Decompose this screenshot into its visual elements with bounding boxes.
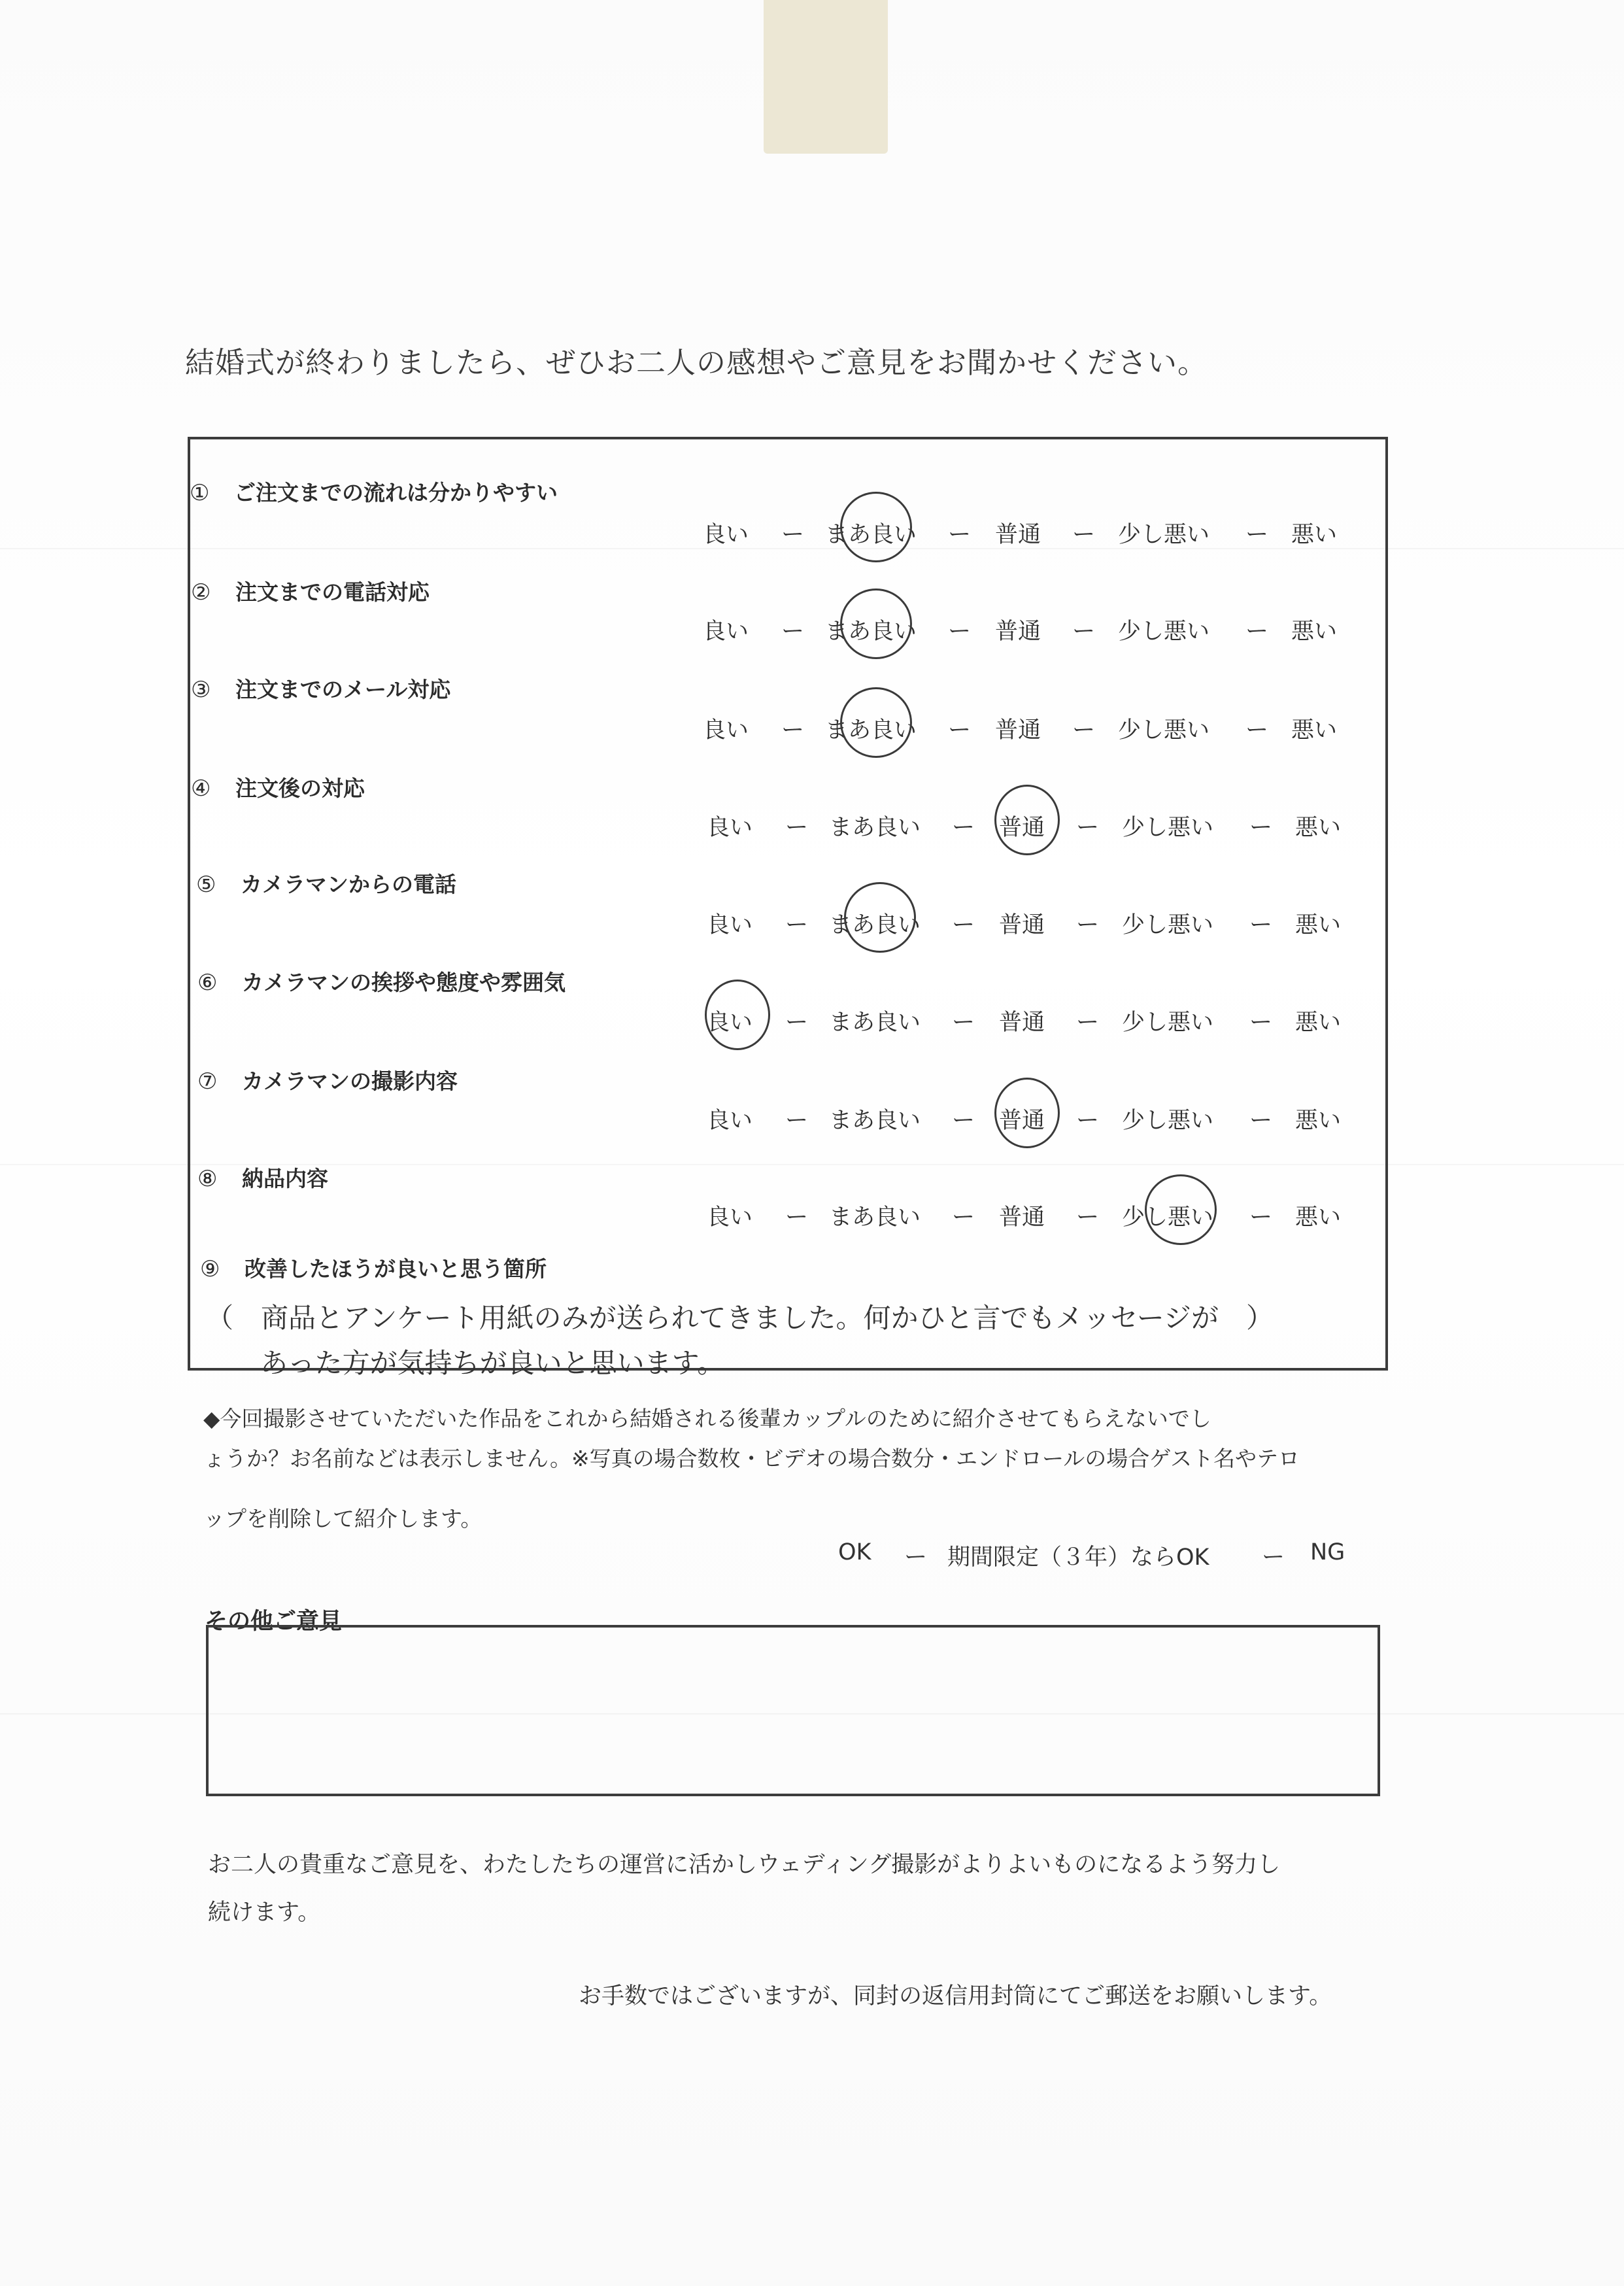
scale-dash: ー: [785, 1204, 809, 1231]
rating-option-good[interactable]: 良い: [707, 1204, 753, 1231]
question-text: カメラマンの撮影内容: [242, 1068, 458, 1094]
scale-dash: ー: [781, 717, 805, 743]
rating-option-good[interactable]: 良い: [703, 522, 749, 548]
closing-line-1: お二人の貴重なご意見を、わたしたちの運営に活かしウェディング撮影がよりよいものになるよう努力し: [208, 1852, 1281, 1878]
question-text: カメラマンの挨拶や態度や雰囲気: [242, 970, 566, 995]
scale-dash: ー: [1249, 912, 1273, 938]
question-number: ②: [191, 579, 211, 606]
selected-rating-mark: [844, 882, 916, 953]
rating-option-bad[interactable]: 悪い: [1295, 1010, 1342, 1036]
question-text: 納品内容: [242, 1166, 328, 1191]
rating-option-fairly-good[interactable]: まあ良い: [825, 522, 917, 548]
question-4-label: [191, 772, 365, 802]
scale-dash: ー: [952, 1204, 975, 1231]
rating-option-bad[interactable]: 悪い: [1291, 522, 1338, 548]
rating-option-good[interactable]: 良い: [707, 1010, 753, 1036]
rating-option-fairly-good[interactable]: まあ良い: [829, 1204, 921, 1231]
question-1-label: [190, 476, 558, 507]
question-number: ③: [191, 677, 211, 703]
question-number: ①: [190, 480, 210, 506]
rating-option-fairly-good[interactable]: まあ良い: [829, 1108, 921, 1134]
question-text: カメラマンからの電話: [241, 872, 456, 897]
question-text: ご注文までの流れは分かりやすい: [234, 480, 558, 505]
question-7-label: [197, 1065, 458, 1095]
rating-option-slightly-bad[interactable]: 少し悪い: [1118, 717, 1210, 743]
rating-option-bad[interactable]: 悪い: [1295, 912, 1342, 938]
rating-option-average[interactable]: 普通: [999, 1204, 1045, 1231]
question-number: ⑤: [196, 872, 216, 898]
rating-option-slightly-bad[interactable]: 少し悪い: [1122, 1108, 1214, 1134]
question-number: ⑥: [197, 970, 218, 996]
consent-question-line-2: ょうか？お名前などは表示しません。※写真の場合数枚・ビデオの場合数分・エンドロールの場合ゲスト名やテロ: [203, 1446, 1300, 1471]
selected-rating-mark: [994, 1078, 1060, 1148]
selected-rating-mark: [840, 687, 912, 758]
question-5-label: [196, 868, 456, 898]
rating-option-good[interactable]: 良い: [703, 619, 749, 645]
consent-option-ng[interactable]: NG: [1310, 1539, 1345, 1565]
scale-dash: ー: [1245, 522, 1269, 548]
rating-option-average[interactable]: 普通: [999, 912, 1045, 938]
scale-dash: ー: [785, 1010, 809, 1036]
scale-dash: ー: [785, 912, 809, 938]
rating-option-fairly-good[interactable]: まあ良い: [825, 619, 917, 645]
rating-option-average[interactable]: 普通: [995, 522, 1041, 548]
other-opinions-box[interactable]: [206, 1625, 1380, 1796]
rating-option-slightly-bad[interactable]: 少し悪い: [1118, 522, 1210, 548]
selected-rating-mark: [705, 980, 770, 1050]
consent-dash: ー: [1262, 1544, 1285, 1571]
handwritten-answer-line-2: あった方が気持ちが良いと思います。: [260, 1347, 725, 1379]
scale-dash: ー: [948, 522, 972, 548]
rating-option-fairly-good[interactable]: まあ良い: [829, 912, 921, 938]
rating-option-bad[interactable]: 悪い: [1291, 717, 1338, 743]
scale-dash: ー: [1076, 1108, 1100, 1134]
question-number: ⑧: [197, 1166, 218, 1192]
rating-option-slightly-bad[interactable]: 少し悪い: [1122, 912, 1214, 938]
question-3-label: [191, 673, 450, 704]
rating-option-bad[interactable]: 悪い: [1295, 815, 1342, 841]
selected-rating-mark: [840, 589, 912, 659]
question-number: ⑨: [200, 1256, 220, 1282]
rating-option-slightly-bad[interactable]: 少し悪い: [1122, 1010, 1214, 1036]
scale-dash: ー: [1072, 522, 1096, 548]
consent-question-line-3: ップを削除して紹介します。: [203, 1506, 482, 1531]
scale-dash: ー: [952, 1108, 975, 1134]
rating-option-good[interactable]: 良い: [707, 912, 753, 938]
scale-dash: ー: [948, 717, 972, 743]
scale-dash: ー: [1249, 815, 1273, 841]
rating-option-good[interactable]: 良い: [707, 1108, 753, 1134]
intro-text: 結婚式が終わりましたら、ぜひお二人の感想やご意見をお聞かせください。: [185, 345, 1208, 380]
rating-option-slightly-bad[interactable]: 少し悪い: [1118, 619, 1210, 645]
rating-option-fairly-good[interactable]: まあ良い: [829, 1010, 921, 1036]
rating-option-bad[interactable]: 悪い: [1291, 619, 1338, 645]
question-2-label: [191, 575, 430, 606]
tape-strip: [764, 0, 888, 154]
scale-dash: ー: [1072, 619, 1096, 645]
scale-dash: ー: [952, 1010, 975, 1036]
rating-option-bad[interactable]: 悪い: [1295, 1108, 1342, 1134]
scale-dash: ー: [785, 815, 809, 841]
rating-option-fairly-good[interactable]: まあ良い: [829, 815, 921, 841]
selected-rating-mark: [994, 785, 1060, 855]
selected-rating-mark: [1145, 1174, 1217, 1245]
consent-dash: ー: [904, 1544, 928, 1571]
selected-rating-mark: [840, 492, 912, 562]
scale-dash: ー: [1249, 1204, 1273, 1231]
question-text: 注文までのメール対応: [235, 677, 451, 702]
rating-option-fairly-good[interactable]: まあ良い: [825, 717, 917, 743]
closing-line-2: 続けます。: [208, 1900, 321, 1926]
scale-dash: ー: [1072, 717, 1096, 743]
question-text: 改善したほうが良いと思う箇所: [245, 1256, 547, 1282]
scale-dash: ー: [1245, 717, 1269, 743]
question-text: 注文までの電話対応: [235, 579, 430, 605]
rating-option-average[interactable]: 普通: [995, 717, 1041, 743]
scale-dash: ー: [1076, 1010, 1100, 1036]
question-number: ④: [191, 776, 211, 802]
scale-dash: ー: [1249, 1010, 1273, 1036]
rating-option-average[interactable]: 普通: [999, 1010, 1045, 1036]
scale-dash: ー: [1076, 912, 1100, 938]
rating-option-average[interactable]: 普通: [999, 1108, 1045, 1134]
scale-dash: ー: [781, 619, 805, 645]
rating-option-average[interactable]: 普通: [999, 815, 1045, 841]
rating-option-slightly-bad[interactable]: 少し悪い: [1122, 815, 1214, 841]
rating-option-bad[interactable]: 悪い: [1295, 1204, 1342, 1231]
question-9-label: [200, 1252, 547, 1283]
scale-dash: ー: [785, 1108, 809, 1134]
scale-dash: ー: [1076, 815, 1100, 841]
scale-dash: ー: [1076, 1204, 1100, 1231]
question-text: 注文後の対応: [235, 776, 365, 801]
handwritten-answer-line-1: （ 商品とアンケート用紙のみが送られてきました。何かひと言でもメッセージが ）: [206, 1302, 1274, 1334]
scale-dash: ー: [952, 815, 975, 841]
scale-dash: ー: [1245, 619, 1269, 645]
consent-question-line-1: ◆今回撮影させていただいた作品をこれから結婚される後輩カップルのために紹介させてもらえないでし: [203, 1406, 1211, 1431]
consent-option-limited[interactable]: 期間限定（３年）ならOK: [947, 1544, 1210, 1571]
closing-line-3: お手数ではございますが、同封の返信用封筒にてご郵送をお願いします。: [579, 1983, 1332, 2009]
rating-option-good[interactable]: 良い: [707, 815, 753, 841]
rating-option-slightly-bad[interactable]: 少し悪い: [1122, 1204, 1214, 1231]
rating-option-good[interactable]: 良い: [703, 717, 749, 743]
scale-dash: ー: [948, 619, 972, 645]
scale-dash: ー: [952, 912, 975, 938]
scale-dash: ー: [781, 522, 805, 548]
question-8-label: [197, 1162, 328, 1193]
consent-option-ok[interactable]: OK: [838, 1539, 871, 1565]
other-opinions-title: その他ご意見: [205, 1609, 343, 1635]
question-6-label: [197, 966, 566, 997]
scale-dash: ー: [1249, 1108, 1273, 1134]
rating-option-average[interactable]: 普通: [995, 619, 1041, 645]
question-number: ⑦: [197, 1068, 218, 1095]
